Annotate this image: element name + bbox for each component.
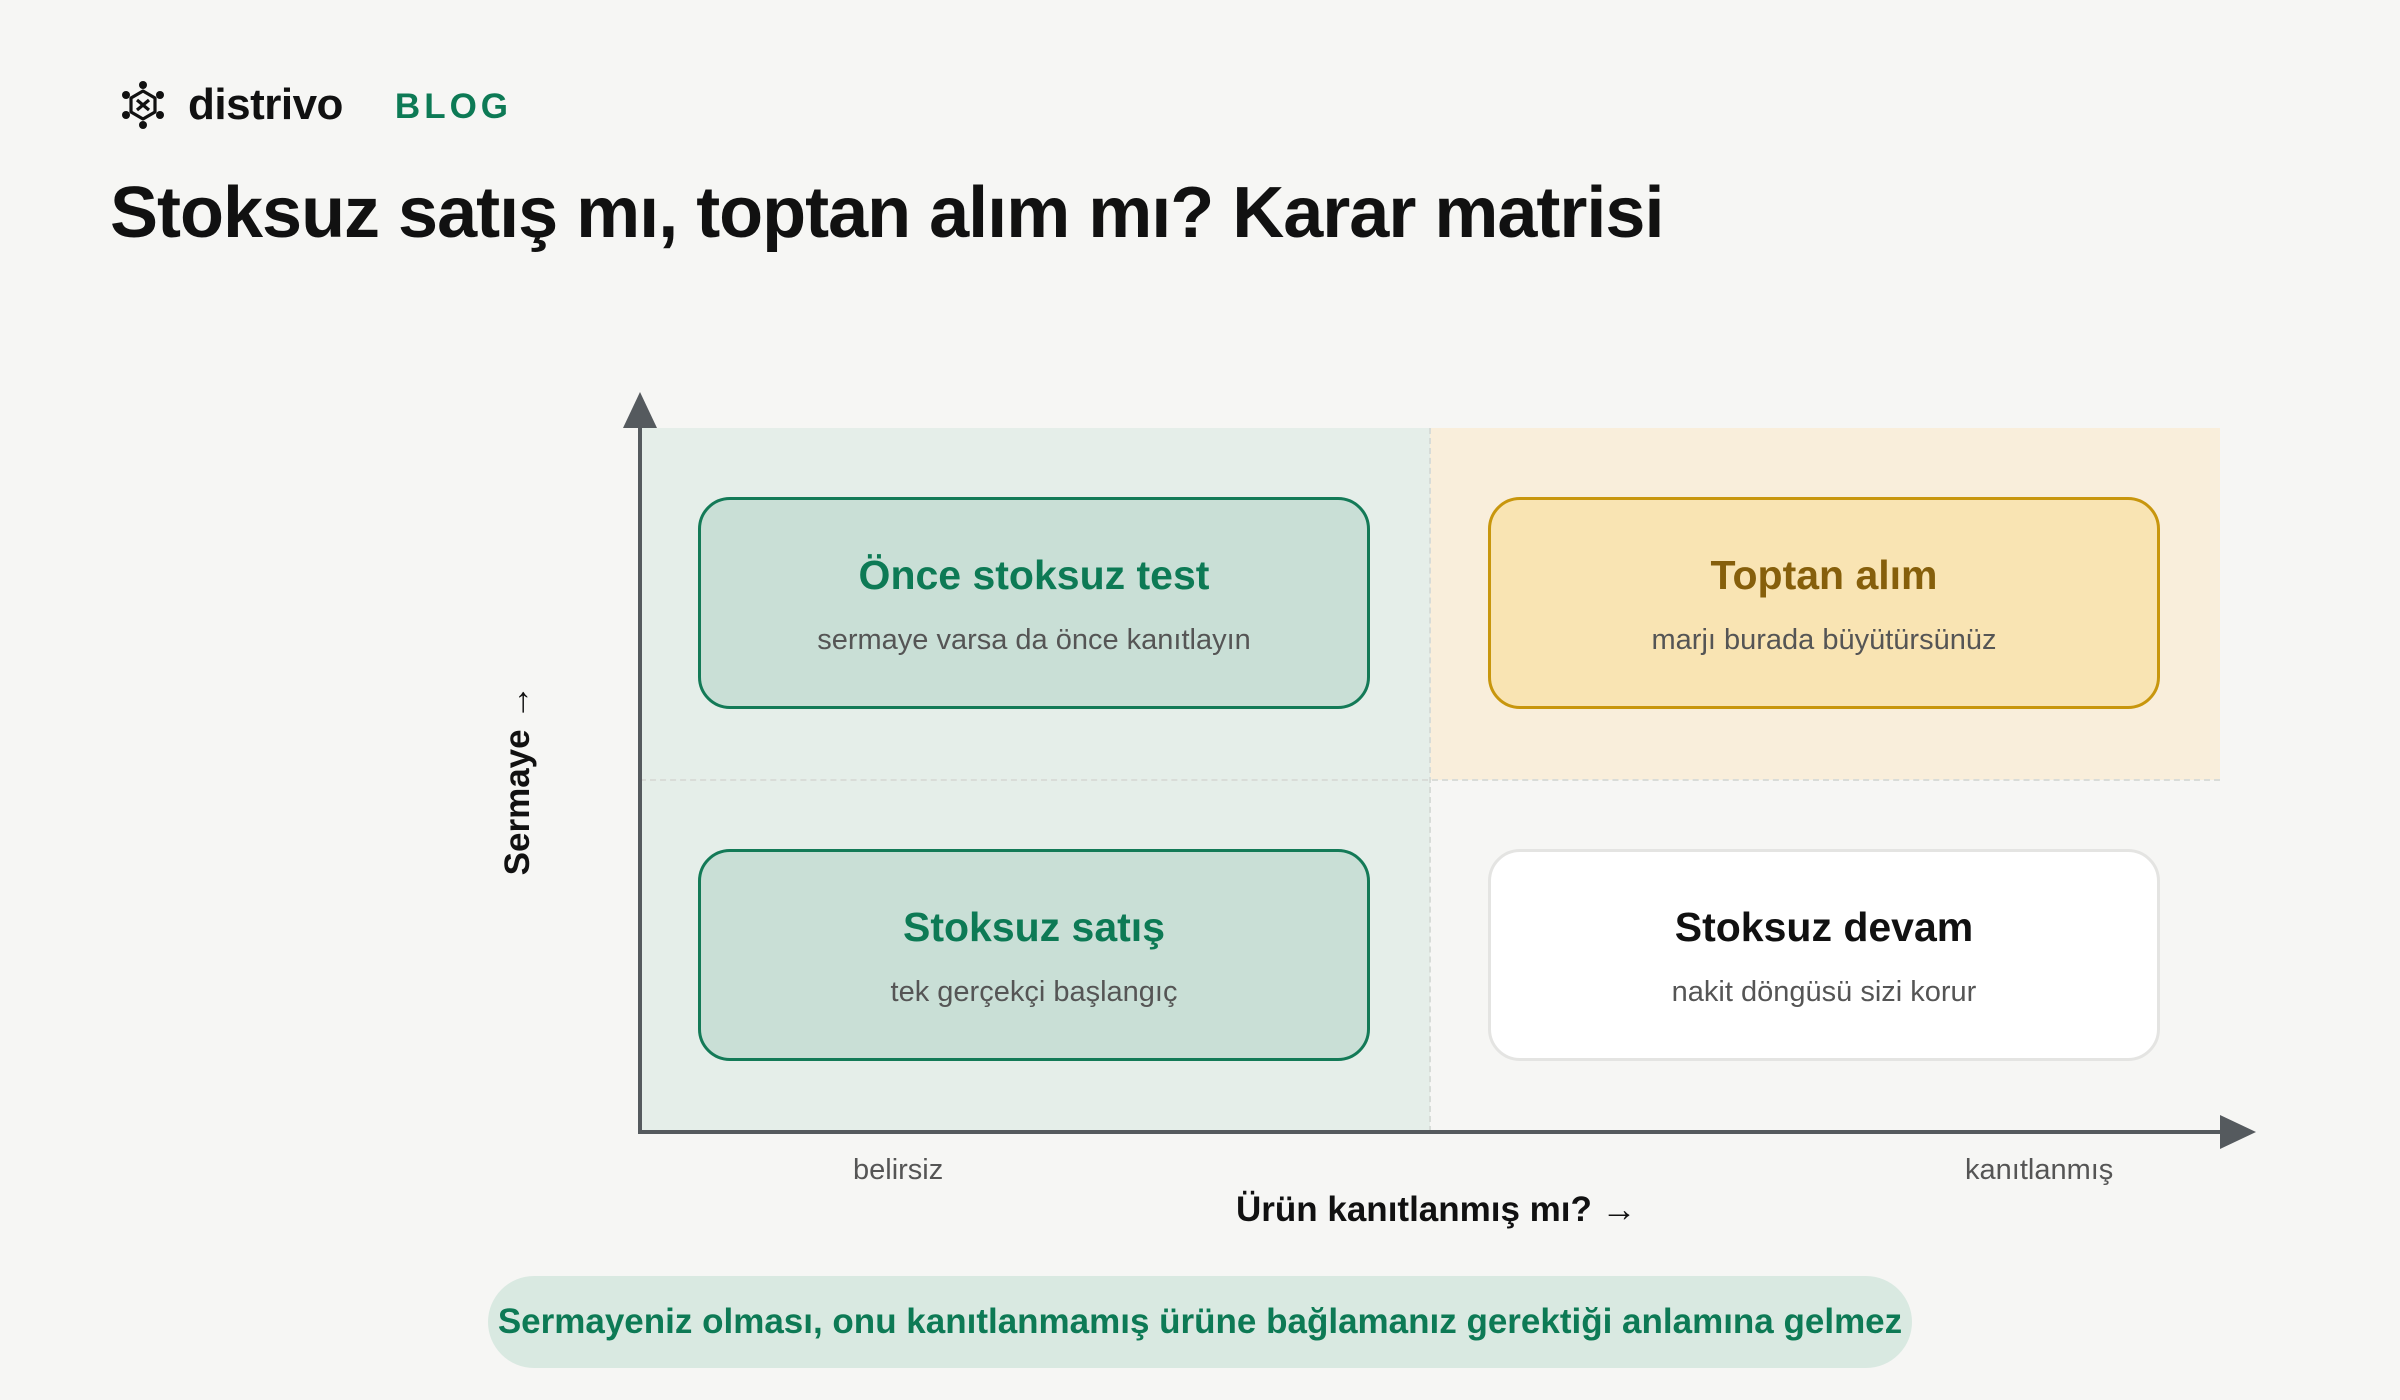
card-subtitle: tek gerçekçi başlangıç	[890, 976, 1178, 1008]
y-axis-label: Sermaye →	[498, 684, 537, 876]
card-subtitle: marjı burada büyütürsünüz	[1651, 624, 1997, 656]
blog-section-link[interactable]: BLOG	[394, 87, 513, 126]
x-tick-low: belirsiz	[853, 1154, 944, 1186]
card-title: Toptan alım	[1710, 552, 1938, 598]
takeaway-text: Sermayeniz olması, onu kanıtlanmamış ürüne bağlamanız gerektiği anlamına gelmez	[497, 1302, 1903, 1341]
takeaway-banner	[488, 1276, 1912, 1368]
card-title: Stoksuz devam	[1674, 904, 1974, 950]
card-title: Önce stoksuz test	[858, 552, 1210, 598]
x-axis-label: Ürün kanıtlanmış mı? →	[1236, 1190, 1637, 1229]
x-axis-arrowhead	[2220, 1115, 2256, 1149]
card-subtitle: sermaye varsa da önce kanıtlayın	[817, 624, 1251, 656]
card-subtitle: nakit döngüsü sizi korur	[1671, 976, 1977, 1008]
page-title: Stoksuz satış mı, toptan alım mı? Karar matrisi	[110, 173, 1664, 253]
y-axis-arrowhead	[623, 392, 657, 428]
card-title: Stoksuz satış	[902, 904, 1166, 950]
x-tick-high: kanıtlanmış	[1965, 1154, 2114, 1186]
brand-name[interactable]: distrivo	[188, 80, 343, 129]
